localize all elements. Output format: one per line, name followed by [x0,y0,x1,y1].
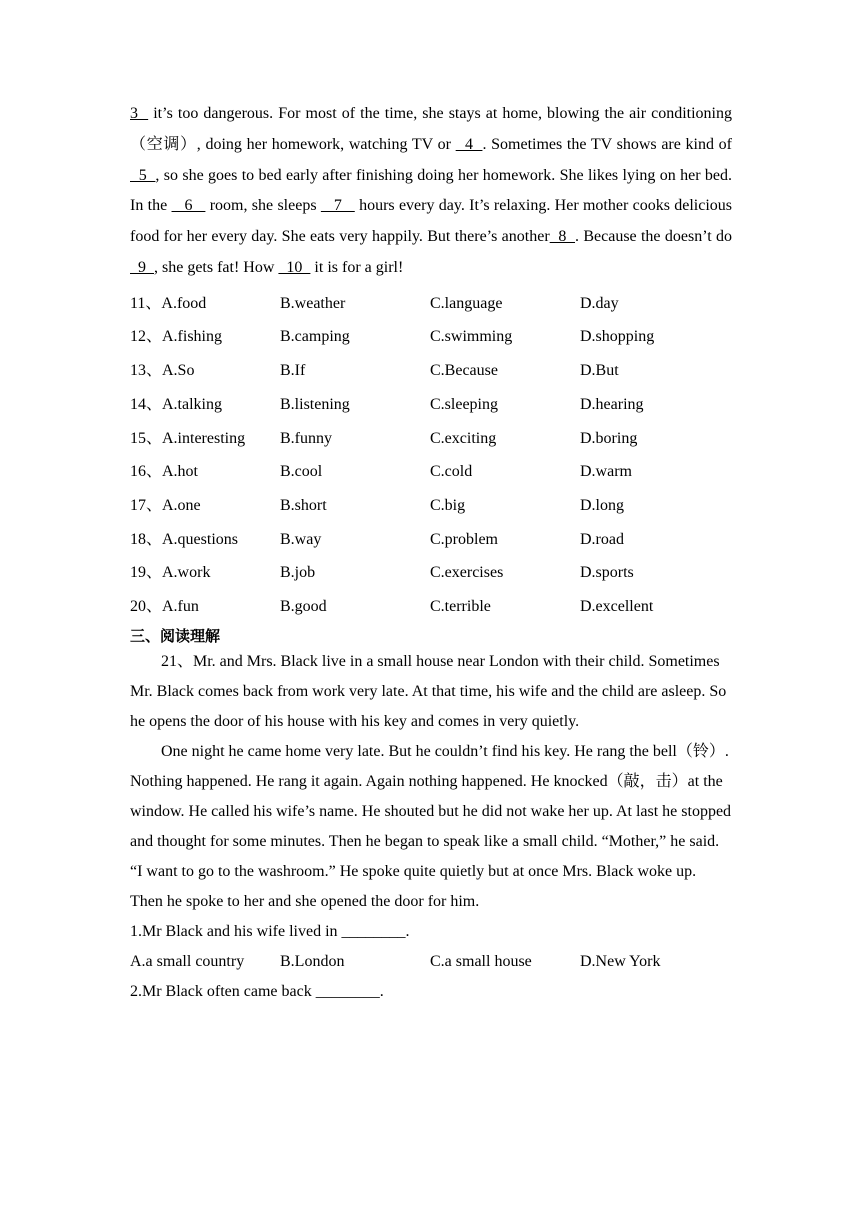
section-heading: 三、阅读理解 [130,626,221,645]
option-d: D.But [580,362,619,380]
option-b: B.listening [280,395,350,413]
option-row [130,462,732,496]
option-c: C.big [430,496,466,514]
passage-text: . Sometimes the TV shows are kind of [482,135,733,153]
option-c: C.problem [430,530,498,548]
option-d: D.day [580,294,619,312]
option-a: 11、A.food [130,294,207,312]
option-c: C.terrible [430,597,491,615]
question-1-stem: 1.Mr Black and his wife lived in ________. [130,922,410,940]
option-a: 18、A.questions [130,530,239,548]
passage-text: , so she goes to bed early after finishing doing her homework. She likes lying on her bed. In the [130,166,733,215]
question-2-stem: 2.Mr Black often came back ________. [130,982,384,1000]
option-a: 15、A.interesting [130,429,246,447]
option-a: 12、A.fishing [130,328,223,346]
passage-text: . Because the doesn’t do [575,228,733,246]
option-c: C.Because [430,362,498,380]
passage-text: hours every day. It’s relaxing. Her mother cooks delicious food for her every day. She eats very happily. But there’s another [130,197,733,246]
passage-text: room, she sleeps [205,197,321,215]
option-a: 20、A.fun [130,597,199,615]
option-a: 16、A.hot [130,463,199,481]
option-b: B.job [280,564,316,582]
blank-4: 4 [455,135,483,153]
option-row [130,361,732,395]
option-row [130,327,732,361]
option-row [130,429,732,463]
option-c: C.a small house [430,952,532,970]
option-b: B.way [280,530,322,548]
option-a: 13、A.So [130,362,195,380]
option-row [130,530,732,564]
option-d: D.road [580,530,624,548]
blank-6: 6 [171,197,206,215]
option-d: D.long [580,496,624,514]
blank-9: 9 [130,258,154,276]
option-c: C.exciting [430,429,497,447]
option-b: B.camping [280,328,350,346]
option-a: A.a small country [130,952,245,970]
reading-paragraph-2: One night he came home very late. But he couldn’t find his key. He rang the bell（铃）. Nothing happened. He rang it again. Again nothing happened. He knocked（敲，击）at the window. He called his wife’s name. He shouted but he did not wake her up. At last he stopped and thought for some minutes. Then he began to speak like a small child. “Mother,” he said. “I want to go to the washroom.” He spoke quite quietly but at once Mrs. Black woke up. Then he spoke to her and she opened the door for him. [130,742,732,910]
option-a: 17、A.one [130,496,201,514]
option-b: B.good [280,597,327,615]
cloze-options [130,294,732,631]
option-d: D.warm [580,463,632,481]
option-b: B.London [280,952,345,970]
option-d: D.boring [580,429,638,447]
option-c: C.cold [430,463,473,481]
option-row [130,294,732,328]
option-d: D.sports [580,564,634,582]
option-a: 14、A.talking [130,395,222,413]
passage-text: it is for a girl! [310,258,404,276]
option-b: B.funny [280,429,332,447]
blank-3: 3 [130,105,149,122]
passage-text: it’s too dangerous. For most of the time, she stays at home, blowing the air conditioning（空调）, doing her homework, watching TV or [130,105,732,153]
option-c: C.language [430,294,503,312]
option-row [130,597,732,631]
question-1-options [130,947,732,977]
blank-5: 5 [130,166,156,184]
blank-8: 8 [549,228,576,246]
option-row [130,563,732,597]
option-c: C.exercises [430,564,504,582]
option-row [130,496,732,530]
reading-paragraph-1: 21、Mr. and Mrs. Black live in a small house near London with their child. Sometimes Mr. Black comes back from work very late. At that time, his wife and the child are asleep. So he opens the door of his house with his key and comes in very quietly. [130,652,727,730]
option-row [130,395,732,429]
option-d: D.excellent [580,597,654,615]
option-b: B.cool [280,463,323,481]
option-c: C.sleeping [430,395,498,413]
document-page [130,99,732,1007]
blank-7: 7 [320,197,355,215]
option-b: B.short [280,496,327,514]
option-d: D.shopping [580,328,655,346]
cloze-passage [130,99,732,284]
option-b: B.If [280,362,306,380]
option-d: D.hearing [580,395,644,413]
option-b: B.weather [280,294,346,312]
passage-text: , she gets fat! How [154,258,279,276]
option-d: D.New York [580,952,661,970]
blank-10: 10 [278,258,311,276]
option-a: 19、A.work [130,564,211,582]
option-c: C.swimming [430,328,513,346]
